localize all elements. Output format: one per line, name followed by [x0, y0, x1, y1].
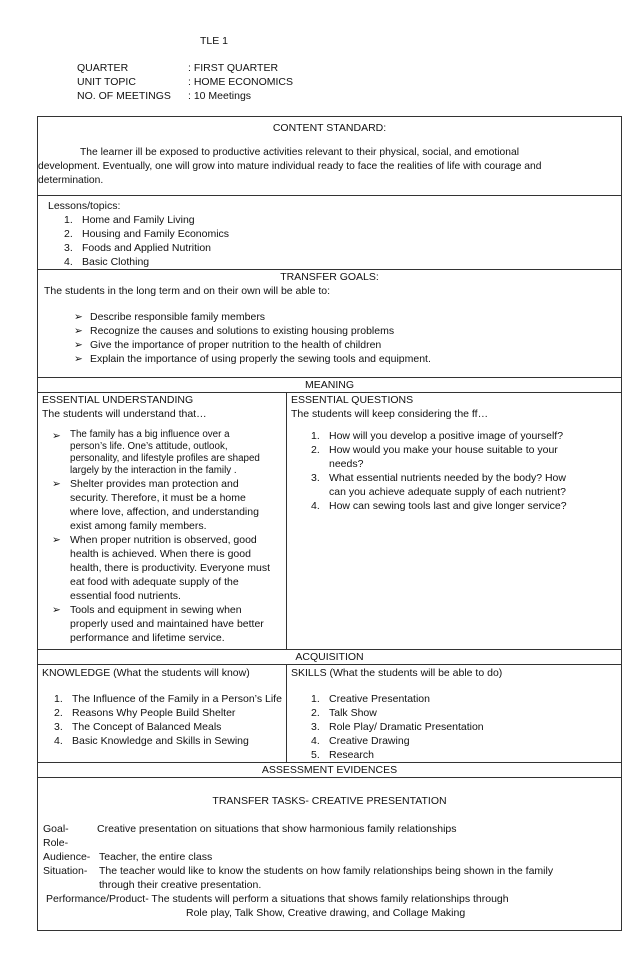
- transfer-goals-row: [38, 270, 622, 378]
- list-item: [52, 477, 286, 533]
- assessment-heading-row: [38, 763, 622, 778]
- eu-line: personality, and lifestyle profiles are shaped: [70, 453, 260, 464]
- lesson-text: Home and Family Living: [82, 214, 195, 226]
- performance-line: [38, 892, 621, 906]
- eu-line: where love, affection, and understanding: [70, 506, 259, 518]
- list-item: 2. Reasons Why People Build Shelter: [54, 707, 236, 719]
- eu-line: performance and lifetime service.: [70, 632, 225, 644]
- essential-questions-cell: [287, 393, 622, 650]
- eq-line: How will you develop a positive image of yourself?: [329, 430, 564, 442]
- list-item: 1. Creative Presentation: [311, 693, 430, 705]
- assessment-heading: ASSESSMENT EVIDENCES: [38, 763, 622, 778]
- eq-line: needs?: [329, 458, 364, 470]
- audience-label: Audience-: [43, 851, 91, 863]
- skills-cell: [287, 665, 622, 763]
- assessment-cell: [38, 778, 622, 931]
- situation-line-2: [38, 878, 621, 892]
- list-item: 4. Basic Knowledge and Skills in Sewing: [54, 735, 249, 747]
- skill-text: Research: [329, 749, 374, 761]
- audience-line: [38, 850, 621, 864]
- meetings-value: : 10 Meetings: [188, 90, 252, 102]
- goal-text: Describe responsible family members: [90, 311, 266, 323]
- situation-label: Situation-: [43, 865, 88, 877]
- acquisition-heading-row: [38, 650, 622, 665]
- list-item: 3. What essential nutrients needed by the body? How can you achieve adequate supply of each nutrient?: [311, 471, 621, 499]
- acquisition-heading: ACQUISITION: [38, 650, 622, 665]
- goal-text: Creative presentation on situations that show harmonious family relationships: [97, 823, 457, 835]
- eu-list: [38, 429, 286, 645]
- eu-intro: The students will understand that…: [42, 408, 207, 420]
- knowledge-text: Basic Knowledge and Skills in Sewing: [72, 735, 249, 747]
- lessons-list: [38, 213, 621, 269]
- curriculum-table: [37, 116, 622, 931]
- meaning-heading-row: [38, 378, 622, 393]
- eu-line: properly used and maintained have better: [70, 618, 264, 630]
- unit-topic-label: UNIT TOPIC: [77, 76, 136, 88]
- knowledge-text: The Concept of Balanced Meals: [72, 721, 222, 733]
- eu-line: health is achieved. When there is good: [70, 548, 251, 560]
- list-item: 4. Creative Drawing: [311, 735, 410, 747]
- eu-line: eat food with adequate supply of the: [70, 576, 239, 588]
- document-title: TLE 1: [200, 35, 229, 47]
- quarter-value: : FIRST QUARTER: [188, 62, 279, 74]
- performance-line-2: [38, 906, 621, 920]
- performance-text-2: Role play, Talk Show, Creative drawing, and Collage Making: [186, 907, 466, 919]
- lessons-row: [38, 196, 622, 270]
- knowledge-text: Reasons Why People Build Shelter: [72, 707, 236, 719]
- knowledge-heading: KNOWLEDGE (What the students will know): [42, 667, 250, 679]
- essential-understanding-cell: [38, 393, 287, 650]
- list-item: [74, 338, 621, 352]
- list-item: [52, 603, 286, 645]
- eu-line: Tools and equipment in sewing when: [70, 604, 242, 616]
- meaning-heading: MEANING: [38, 378, 622, 393]
- eq-heading: ESSENTIAL QUESTIONS: [291, 394, 414, 406]
- eu-line: essential food nutrients.: [70, 590, 181, 602]
- content-standard-line-3: determination.: [38, 175, 104, 186]
- arrow-bullet-icon: ➢: [52, 534, 61, 546]
- list-item: [52, 533, 286, 603]
- eu-line: largely by the interaction in the family .: [70, 465, 237, 476]
- eu-line: person’s life. One’s attitude, outlook,: [70, 441, 228, 452]
- acquisition-body-row: [38, 665, 622, 763]
- arrow-bullet-icon: ➢: [74, 311, 83, 323]
- skill-text: Talk Show: [329, 707, 377, 719]
- goal-text: Recognize the causes and solutions to existing housing problems: [90, 325, 395, 337]
- goal-text: Give the importance of proper nutrition to the health of children: [90, 339, 382, 351]
- list-item: 4. Basic Clothing: [64, 256, 150, 268]
- eu-heading: ESSENTIAL UNDERSTANDING: [42, 394, 194, 406]
- list-item: 1. The Influence of the Family in a Person’s Life: [54, 693, 282, 705]
- content-standard-line-1: The learner ill be exposed to productive activities relevant to their physical, social, and emotional: [80, 147, 519, 158]
- skill-text: Creative Drawing: [329, 735, 410, 747]
- goal-text: Explain the importance of using properly the sewing tools and equipment.: [90, 353, 431, 365]
- audience-text: Teacher, the entire class: [99, 851, 213, 863]
- list-item: 4. How can sewing tools last and give longer service?: [311, 499, 621, 513]
- list-item: 5. Research: [311, 749, 374, 761]
- eu-line: health, there is productivity. Everyone must: [70, 562, 270, 574]
- arrow-bullet-icon: ➢: [52, 478, 61, 490]
- arrow-bullet-icon: ➢: [52, 604, 61, 616]
- eq-line: What essential nutrients needed by the body? How: [329, 472, 566, 484]
- list-item: [52, 429, 286, 477]
- eu-line: Shelter provides man protection and: [70, 478, 239, 490]
- skill-text: Creative Presentation: [329, 693, 430, 705]
- knowledge-text: The Influence of the Family in a Person’s Life: [72, 693, 282, 705]
- unit-topic-value: : HOME ECONOMICS: [188, 76, 294, 88]
- arrow-bullet-icon: ➢: [74, 339, 83, 351]
- knowledge-cell: [38, 665, 287, 763]
- situation-line: [38, 864, 621, 878]
- role-label: Role-: [43, 837, 69, 849]
- list-item: 2. Housing and Family Economics: [64, 228, 230, 240]
- eq-intro: The students will keep considering the ff…: [291, 408, 489, 420]
- eu-line: exist among family members.: [70, 520, 207, 532]
- transfer-goals-list: [38, 310, 621, 366]
- content-standard-row: [38, 117, 622, 196]
- content-standard-heading: CONTENT STANDARD:: [272, 122, 387, 134]
- knowledge-list: [38, 692, 286, 748]
- lesson-text: Foods and Applied Nutrition: [82, 242, 211, 254]
- eu-line: When proper nutrition is observed, good: [70, 534, 257, 546]
- assessment-body-row: [38, 778, 622, 931]
- list-item: 2. Talk Show: [311, 707, 377, 719]
- list-item: 2. How would you make your house suitable to your needs?: [311, 443, 621, 471]
- arrow-bullet-icon: ➢: [52, 430, 61, 442]
- list-item: [74, 352, 621, 366]
- lesson-text: Basic Clothing: [82, 256, 150, 268]
- eq-line: How would you make your house suitable to your: [329, 444, 558, 456]
- list-item: 1. How will you develop a positive image of yourself?: [311, 429, 621, 443]
- arrow-bullet-icon: ➢: [74, 325, 83, 337]
- list-item: 3. Foods and Applied Nutrition: [64, 242, 211, 254]
- situation-text-2: through their creative presentation.: [99, 879, 262, 891]
- eq-line: How can sewing tools last and give longer service?: [329, 500, 567, 512]
- transfer-goals-heading: TRANSFER GOALS:: [280, 271, 379, 283]
- list-item: 1. Home and Family Living: [64, 214, 195, 226]
- list-item: [74, 310, 621, 324]
- role-line: [38, 836, 621, 850]
- list-item: [74, 324, 621, 338]
- content-standard-line-2: development. Eventually, one will grow into mature individual ready to face the realities of life with courage and: [38, 161, 542, 172]
- transfer-goals-intro: The students in the long term and on their own will be able to:: [44, 285, 331, 297]
- eq-list: [287, 429, 621, 513]
- arrow-bullet-icon: ➢: [74, 353, 83, 365]
- transfer-goals-cell: [38, 270, 622, 378]
- goal-line: [38, 822, 621, 836]
- eu-line: security. Therefore, it must be a home: [70, 492, 246, 504]
- eq-line: can you achieve adequate supply of each nutrient?: [329, 486, 567, 498]
- list-item: 3. The Concept of Balanced Meals: [54, 721, 222, 733]
- meetings-label: NO. OF MEETINGS: [77, 90, 171, 102]
- skills-heading: SKILLS (What the students will be able to do): [291, 667, 503, 679]
- eu-line: The family has a big influence over a: [70, 429, 230, 440]
- lesson-text: Housing and Family Economics: [82, 228, 230, 240]
- goal-label: Goal-: [43, 823, 69, 835]
- meaning-body-row: [38, 393, 622, 650]
- lessons-cell: [38, 196, 622, 270]
- transfer-tasks-heading: TRANSFER TASKS- CREATIVE PRESENTATION: [212, 795, 447, 807]
- list-item: 3. Role Play/ Dramatic Presentation: [311, 721, 484, 733]
- content-standard-cell: [38, 117, 622, 196]
- quarter-label: QUARTER: [77, 62, 129, 74]
- skill-text: Role Play/ Dramatic Presentation: [329, 721, 484, 733]
- skills-list: [287, 692, 621, 762]
- lessons-heading: Lessons/topics:: [48, 200, 121, 212]
- performance-text: Performance/Product- The students will perform a situations that shows family relationships through: [46, 893, 509, 905]
- situation-text: The teacher would like to know the students on how family relationships being shown in the family: [99, 865, 554, 877]
